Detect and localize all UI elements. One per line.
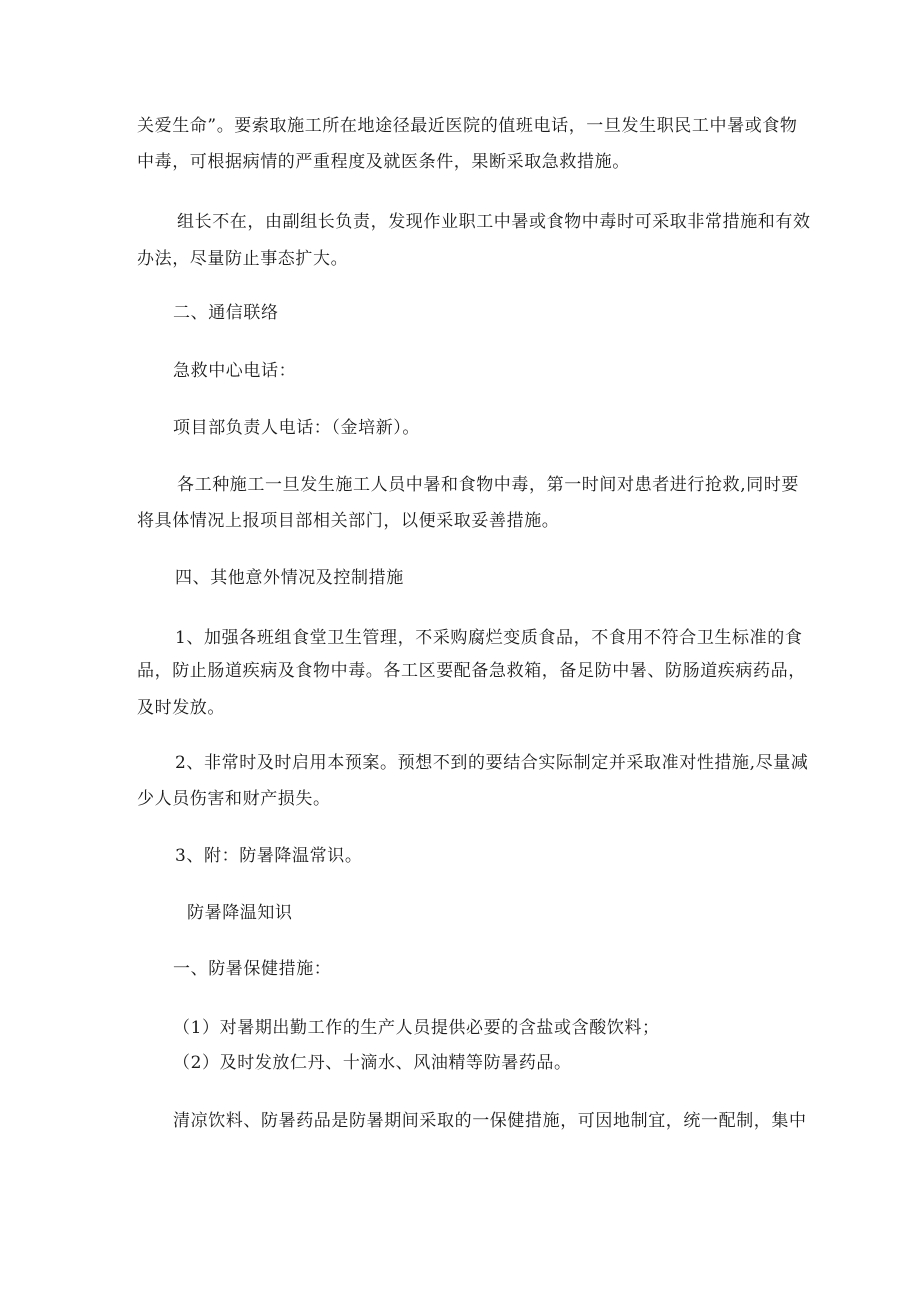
text-line: 3、附：防暑降温常识。 — [175, 846, 363, 866]
text-line: 关爱生命”。要索取施工所在地途径最近医院的值班电话，一旦发生职民工中暑或食物 — [137, 116, 798, 136]
section-heading: 一、防暑保健措施： — [173, 959, 332, 979]
text-line: 组长不在，由副组长负责，发现作业职工中暑或食物中毒时可采取非常措施和有效 — [177, 212, 811, 232]
text-line: 品，防止肠道疾病及食物中毒。各工区要配备急救箱，备足防中暑、防肠道疾病药品， — [137, 661, 806, 681]
section-heading: 二、通信联络 — [173, 303, 279, 323]
text-line: 少人员伤害和财产损失。 — [137, 789, 331, 809]
text-line: 2、非常时及时启用本预案。预想不到的要结合实际制定并采取准对性措施,尽量减 — [175, 753, 809, 773]
text-line: 及时发放。 — [137, 698, 225, 718]
list-item: （2）及时发放仁丹、十滴水、风油精等防暑药品。 — [173, 1053, 572, 1073]
text-line: 办法，尽量防止事态扩大。 — [137, 249, 349, 269]
text-line: 项目部负责人电话：（金培新）。 — [173, 418, 420, 438]
section-heading: 四、其他意外情况及控制措施 — [175, 568, 404, 588]
text-line: 各工种施工一旦发生施工人员中暑和食物中毒，第一时间对患者进行抢救,同时要 — [177, 475, 800, 495]
text-line: 中毒，可根据病情的严重程度及就医条件，果断采取急救措施。 — [137, 152, 630, 172]
text-line: 清凉饮料、防暑药品是防暑期间采取的一保健措施，可因地制宜，统一配制，集中 — [173, 1111, 807, 1131]
list-item: （1）对暑期出勤工作的生产人员提供必要的含盐或含酸饮料； — [173, 1018, 660, 1038]
text-line: 急救中心电话： — [173, 361, 297, 381]
text-line: 1、加强各班组食堂卫生管理，不采购腐烂变质食品，不食用不符合卫生标准的食 — [175, 628, 803, 648]
text-line: 将具体情况上报项目部相关部门，以便采取妥善措施。 — [137, 511, 560, 531]
subtitle: 防暑降温知识 — [187, 903, 293, 923]
